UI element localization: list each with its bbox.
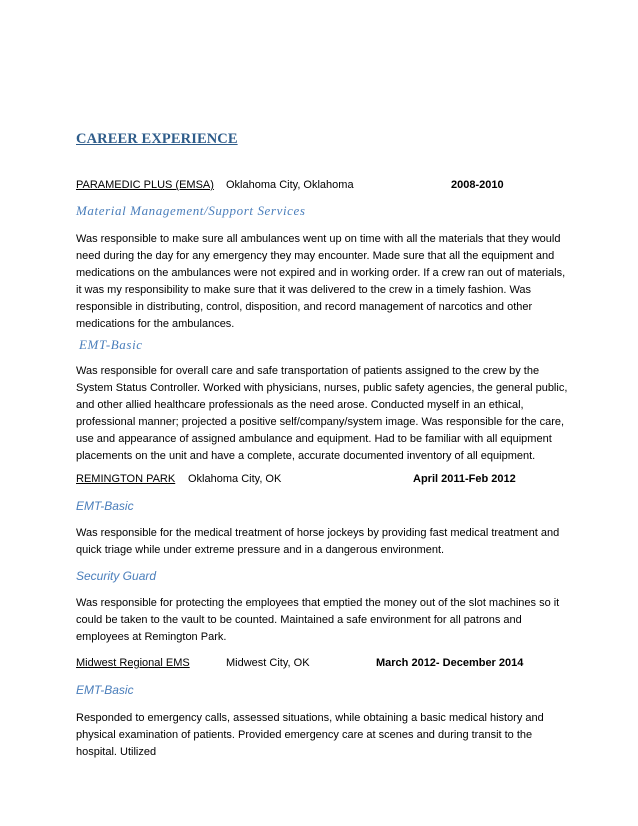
role-description: Was responsible for the medical treatment of horse jockeys by providing fast medical treatment and quick triage while under extreme pressure and in a dangerous environment. (76, 527, 560, 556)
employer-location: Oklahoma City, Oklahoma (226, 179, 354, 191)
role-title: Material Management/Support Services (76, 203, 306, 218)
employer-location: Oklahoma City, OK (188, 473, 282, 485)
employer-name: REMINGTON PARK (76, 473, 176, 485)
role-title: EMT-Basic (76, 683, 134, 697)
role-description: Responded to emergency calls, assessed situations, while obtaining a basic medical history and physical examination of patients. Provided emergency care at scenes and during transit to the hospital. Utilized (76, 712, 544, 758)
employment-dates: March 2012- December 2014 (376, 657, 524, 669)
employment-dates: 2008-2010 (451, 179, 504, 191)
employer-location: Midwest City, OK (226, 657, 310, 669)
employer-name: PARAMEDIC PLUS (EMSA) (76, 179, 214, 191)
employment-dates: April 2011-Feb 2012 (413, 473, 516, 485)
role-description: Was responsible to make sure all ambulances went up on time with all the materials that they would need during the day for any emergency they may encounter. Made sure that all the equipment and medications on the ambulances were not expired and in working order. If a crew ran out of materials, it was my responsibility to make sure that it was delivered to the crew in a timely fashion. Was responsible in distributing, control, disposition, and record management of narcotics and other medications for the ambulances. (76, 233, 566, 330)
role-description: Was responsible for protecting the employees that emptied the money out of the slot machines so it could be taken to the vault to be counted. Maintained a safe environment for all patrons and employees at Remington Park. (76, 597, 560, 643)
section-heading: CAREER EXPERIENCE (76, 131, 238, 147)
employer-name: Midwest Regional EMS (76, 657, 190, 669)
role-title: EMT-Basic (76, 499, 134, 513)
role-description: Was responsible for overall care and safe transportation of patients assigned to the crew by the System Status Controller. Worked with physicians, nurses, public safety agencies, the general public, and other allied healthcare professionals as the need arose. Conducted myself in an ethical, professional manner; projected a positive self/company/system image. Was responsible for the care, use and appearance of assigned ambulance and equipment. Had to be familiar with all equipment placements on the unit and have a complete, accurate documented inventory of all equipment. (76, 365, 568, 462)
role-title: Security Guard (76, 569, 157, 583)
role-title: EMT-Basic (79, 337, 143, 352)
